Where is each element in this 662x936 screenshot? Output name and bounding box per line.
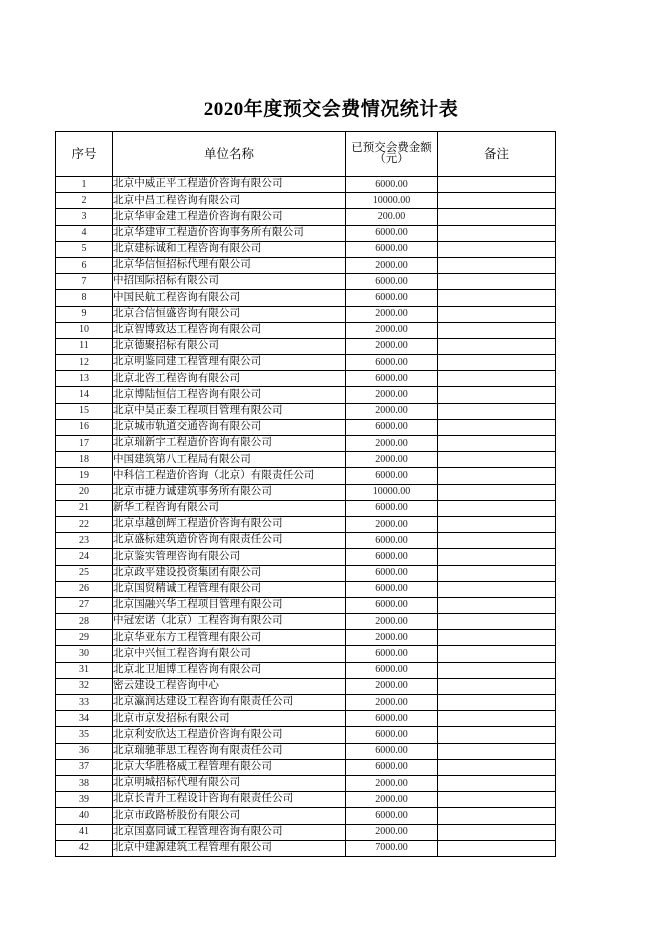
table-row	[56, 338, 556, 354]
cell-prepaid-amount: 2000.00	[346, 306, 438, 322]
cell-remark	[438, 436, 556, 452]
cell-unit-name: 中科信工程造价咨询（北京）有限责任公司	[113, 468, 346, 484]
fee-statistics-table	[55, 131, 556, 857]
table-row	[56, 274, 556, 290]
table-row	[56, 516, 556, 532]
cell-remark	[438, 678, 556, 694]
table-row	[56, 436, 556, 452]
cell-prepaid-amount: 6000.00	[346, 533, 438, 549]
table-row	[56, 241, 556, 257]
cell-prepaid-amount: 6000.00	[346, 662, 438, 678]
cell-sequence-number: 11	[56, 338, 113, 354]
table-row	[56, 808, 556, 824]
cell-remark	[438, 533, 556, 549]
cell-unit-name: 北京城市轨道交通咨询有限公司	[113, 419, 346, 435]
cell-prepaid-amount: 6000.00	[346, 549, 438, 565]
cell-remark	[438, 662, 556, 678]
cell-sequence-number: 5	[56, 241, 113, 257]
cell-remark	[438, 646, 556, 662]
table-row	[56, 306, 556, 322]
table-row	[56, 727, 556, 743]
cell-remark	[438, 177, 556, 193]
cell-remark	[438, 387, 556, 403]
cell-prepaid-amount: 2000.00	[346, 792, 438, 808]
cell-sequence-number: 35	[56, 727, 113, 743]
cell-remark	[438, 759, 556, 775]
column-header-seq: 序号	[56, 132, 113, 177]
cell-prepaid-amount: 6000.00	[346, 371, 438, 387]
cell-unit-name: 北京明城招标代理有限公司	[113, 775, 346, 791]
cell-sequence-number: 29	[56, 630, 113, 646]
cell-unit-name: 北京国融兴华工程项目管理有限公司	[113, 597, 346, 613]
cell-remark	[438, 516, 556, 532]
cell-remark	[438, 193, 556, 209]
cell-unit-name: 中国建筑第八工程局有限公司	[113, 452, 346, 468]
cell-prepaid-amount: 10000.00	[346, 193, 438, 209]
cell-prepaid-amount: 2000.00	[346, 322, 438, 338]
cell-unit-name: 中招国际招标有限公司	[113, 274, 346, 290]
cell-prepaid-amount: 6000.00	[346, 225, 438, 241]
table-row	[56, 500, 556, 516]
table-row	[56, 711, 556, 727]
cell-sequence-number: 17	[56, 436, 113, 452]
table-row	[56, 565, 556, 581]
table-row	[56, 646, 556, 662]
cell-remark	[438, 452, 556, 468]
cell-unit-name: 北京大华胜格威工程管理有限公司	[113, 759, 346, 775]
table-row	[56, 840, 556, 856]
cell-remark	[438, 711, 556, 727]
cell-prepaid-amount: 2000.00	[346, 695, 438, 711]
cell-sequence-number: 15	[56, 403, 113, 419]
cell-prepaid-amount: 6000.00	[346, 419, 438, 435]
cell-unit-name: 北京中建源建筑工程管理有限公司	[113, 840, 346, 856]
table-row	[56, 193, 556, 209]
cell-unit-name: 北京利安欣达工程造价咨询有限公司	[113, 727, 346, 743]
cell-unit-name: 北京德聚招标有限公司	[113, 338, 346, 354]
cell-remark	[438, 792, 556, 808]
cell-prepaid-amount: 2000.00	[346, 824, 438, 840]
cell-sequence-number: 36	[56, 743, 113, 759]
cell-unit-name: 北京卓越创辉工程造价咨询有限公司	[113, 516, 346, 532]
cell-sequence-number: 32	[56, 678, 113, 694]
cell-remark	[438, 257, 556, 273]
cell-sequence-number: 41	[56, 824, 113, 840]
cell-remark	[438, 614, 556, 630]
cell-prepaid-amount: 2000.00	[346, 678, 438, 694]
cell-sequence-number: 22	[56, 516, 113, 532]
cell-prepaid-amount: 6000.00	[346, 500, 438, 516]
cell-prepaid-amount: 6000.00	[346, 290, 438, 306]
cell-sequence-number: 39	[56, 792, 113, 808]
cell-unit-name: 北京中昌工程咨询有限公司	[113, 193, 346, 209]
cell-sequence-number: 42	[56, 840, 113, 856]
table-row	[56, 322, 556, 338]
cell-prepaid-amount: 2000.00	[346, 614, 438, 630]
cell-sequence-number: 24	[56, 549, 113, 565]
cell-sequence-number: 27	[56, 597, 113, 613]
table-row	[56, 662, 556, 678]
cell-unit-name: 北京瀛润达建设工程咨询有限责任公司	[113, 695, 346, 711]
cell-sequence-number: 20	[56, 484, 113, 500]
cell-unit-name: 北京中威正平工程造价咨询有限公司	[113, 177, 346, 193]
cell-prepaid-amount: 6000.00	[346, 727, 438, 743]
table-row	[56, 403, 556, 419]
table-body	[56, 177, 556, 857]
table-row	[56, 824, 556, 840]
cell-unit-name: 北京瑞驰菲思工程咨询有限责任公司	[113, 743, 346, 759]
cell-unit-name: 北京明鉴同建工程管理有限公司	[113, 355, 346, 371]
table-row	[56, 597, 556, 613]
table-row	[56, 759, 556, 775]
cell-prepaid-amount: 10000.00	[346, 484, 438, 500]
cell-prepaid-amount: 6000.00	[346, 743, 438, 759]
cell-remark	[438, 695, 556, 711]
table-row	[56, 743, 556, 759]
cell-prepaid-amount: 6000.00	[346, 597, 438, 613]
table-row	[56, 290, 556, 306]
cell-remark	[438, 824, 556, 840]
cell-sequence-number: 8	[56, 290, 113, 306]
table-row	[56, 484, 556, 500]
cell-sequence-number: 18	[56, 452, 113, 468]
cell-prepaid-amount: 2000.00	[346, 257, 438, 273]
cell-sequence-number: 9	[56, 306, 113, 322]
cell-unit-name: 北京市京发招标有限公司	[113, 711, 346, 727]
cell-remark	[438, 225, 556, 241]
cell-remark	[438, 290, 556, 306]
cell-prepaid-amount: 2000.00	[346, 403, 438, 419]
cell-prepaid-amount: 6000.00	[346, 646, 438, 662]
table-row	[56, 614, 556, 630]
column-header-unit-name: 单位名称	[113, 132, 346, 177]
cell-prepaid-amount: 2000.00	[346, 630, 438, 646]
cell-prepaid-amount: 6000.00	[346, 355, 438, 371]
cell-unit-name: 中国民航工程咨询有限公司	[113, 290, 346, 306]
table-row	[56, 775, 556, 791]
cell-remark	[438, 549, 556, 565]
cell-remark	[438, 500, 556, 516]
cell-sequence-number: 34	[56, 711, 113, 727]
cell-unit-name: 北京华信恒招标代理有限公司	[113, 257, 346, 273]
cell-unit-name: 北京中兴恒工程咨询有限公司	[113, 646, 346, 662]
cell-remark	[438, 565, 556, 581]
cell-unit-name: 新华工程咨询有限公司	[113, 500, 346, 516]
cell-unit-name: 北京智博致达工程咨询有限公司	[113, 322, 346, 338]
cell-unit-name: 北京长青升工程设计咨询有限责任公司	[113, 792, 346, 808]
table-row	[56, 549, 556, 565]
cell-prepaid-amount: 2000.00	[346, 516, 438, 532]
cell-unit-name: 北京华审金建工程造价咨询有限公司	[113, 209, 346, 225]
cell-prepaid-amount: 2000.00	[346, 452, 438, 468]
cell-unit-name: 北京华亚东方工程管理有限公司	[113, 630, 346, 646]
table-row	[56, 371, 556, 387]
cell-remark	[438, 371, 556, 387]
cell-prepaid-amount: 6000.00	[346, 565, 438, 581]
cell-remark	[438, 419, 556, 435]
cell-remark	[438, 630, 556, 646]
cell-remark	[438, 597, 556, 613]
cell-remark	[438, 581, 556, 597]
cell-unit-name: 北京瑞新宇工程造价咨询有限公司	[113, 436, 346, 452]
table-row	[56, 387, 556, 403]
cell-remark	[438, 840, 556, 856]
cell-sequence-number: 6	[56, 257, 113, 273]
cell-prepaid-amount: 6000.00	[346, 468, 438, 484]
table-row	[56, 695, 556, 711]
cell-sequence-number: 19	[56, 468, 113, 484]
cell-prepaid-amount: 6000.00	[346, 581, 438, 597]
cell-unit-name: 北京北卫旭博工程咨询有限公司	[113, 662, 346, 678]
cell-unit-name: 北京国贸精诚工程管理有限公司	[113, 581, 346, 597]
cell-sequence-number: 16	[56, 419, 113, 435]
cell-unit-name: 北京合信恒盛咨询有限公司	[113, 306, 346, 322]
cell-sequence-number: 38	[56, 775, 113, 791]
cell-sequence-number: 28	[56, 614, 113, 630]
cell-unit-name: 北京国嘉同诚工程管理咨询有限公司	[113, 824, 346, 840]
cell-sequence-number: 12	[56, 355, 113, 371]
table-row	[56, 257, 556, 273]
cell-prepaid-amount: 2000.00	[346, 387, 438, 403]
cell-sequence-number: 1	[56, 177, 113, 193]
table-row	[56, 678, 556, 694]
cell-prepaid-amount: 6000.00	[346, 241, 438, 257]
fee-table-container	[55, 131, 555, 857]
table-row	[56, 581, 556, 597]
cell-sequence-number: 30	[56, 646, 113, 662]
cell-remark	[438, 403, 556, 419]
table-row	[56, 177, 556, 193]
cell-remark	[438, 209, 556, 225]
cell-remark	[438, 306, 556, 322]
cell-sequence-number: 40	[56, 808, 113, 824]
cell-sequence-number: 21	[56, 500, 113, 516]
cell-unit-name: 密云建设工程咨询中心	[113, 678, 346, 694]
table-row	[56, 419, 556, 435]
cell-remark	[438, 241, 556, 257]
cell-prepaid-amount: 6000.00	[346, 711, 438, 727]
cell-remark	[438, 468, 556, 484]
table-row	[56, 209, 556, 225]
cell-unit-name: 北京鉴实管理咨询有限公司	[113, 549, 346, 565]
table-row	[56, 630, 556, 646]
cell-sequence-number: 4	[56, 225, 113, 241]
cell-sequence-number: 14	[56, 387, 113, 403]
cell-sequence-number: 13	[56, 371, 113, 387]
table-row	[56, 533, 556, 549]
cell-remark	[438, 775, 556, 791]
cell-sequence-number: 2	[56, 193, 113, 209]
cell-remark	[438, 743, 556, 759]
cell-remark	[438, 484, 556, 500]
cell-prepaid-amount: 7000.00	[346, 840, 438, 856]
cell-prepaid-amount: 2000.00	[346, 338, 438, 354]
table-row	[56, 355, 556, 371]
cell-unit-name: 北京盛标建筑造价咨询有限责任公司	[113, 533, 346, 549]
cell-remark	[438, 808, 556, 824]
cell-sequence-number: 26	[56, 581, 113, 597]
cell-sequence-number: 7	[56, 274, 113, 290]
cell-prepaid-amount: 6000.00	[346, 808, 438, 824]
cell-sequence-number: 3	[56, 209, 113, 225]
cell-unit-name: 北京华建审工程造价咨询事务所有限公司	[113, 225, 346, 241]
table-header-row	[56, 132, 556, 177]
cell-remark	[438, 338, 556, 354]
cell-sequence-number: 37	[56, 759, 113, 775]
cell-unit-name: 北京市政路桥股份有限公司	[113, 808, 346, 824]
column-header-prepaid-amount: 已预交会费金额（元）	[346, 132, 438, 177]
cell-prepaid-amount: 6000.00	[346, 177, 438, 193]
table-row	[56, 468, 556, 484]
cell-sequence-number: 23	[56, 533, 113, 549]
cell-sequence-number: 25	[56, 565, 113, 581]
cell-unit-name: 北京北咨工程咨询有限公司	[113, 371, 346, 387]
cell-unit-name: 北京建标诚和工程咨询有限公司	[113, 241, 346, 257]
cell-prepaid-amount: 2000.00	[346, 436, 438, 452]
cell-sequence-number: 31	[56, 662, 113, 678]
cell-sequence-number: 10	[56, 322, 113, 338]
cell-unit-name: 中冠宏诺（北京）工程咨询有限公司	[113, 614, 346, 630]
table-header	[56, 132, 556, 177]
page-title: 2020年度预交会费情况统计表	[203, 99, 459, 120]
column-header-remark: 备注	[438, 132, 556, 177]
cell-unit-name: 北京市捷力诚建筑事务所有限公司	[113, 484, 346, 500]
cell-unit-name: 北京博陆恒信工程咨询有限公司	[113, 387, 346, 403]
cell-prepaid-amount: 2000.00	[346, 775, 438, 791]
table-row	[56, 792, 556, 808]
table-row	[56, 452, 556, 468]
cell-remark	[438, 322, 556, 338]
cell-prepaid-amount: 6000.00	[346, 274, 438, 290]
cell-prepaid-amount: 6000.00	[346, 759, 438, 775]
table-row	[56, 225, 556, 241]
cell-remark	[438, 727, 556, 743]
cell-sequence-number: 33	[56, 695, 113, 711]
cell-remark	[438, 274, 556, 290]
cell-remark	[438, 355, 556, 371]
cell-prepaid-amount: 200.00	[346, 209, 438, 225]
cell-unit-name: 北京中昊正泰工程项目管理有限公司	[113, 403, 346, 419]
cell-unit-name: 北京政平建设投资集团有限公司	[113, 565, 346, 581]
